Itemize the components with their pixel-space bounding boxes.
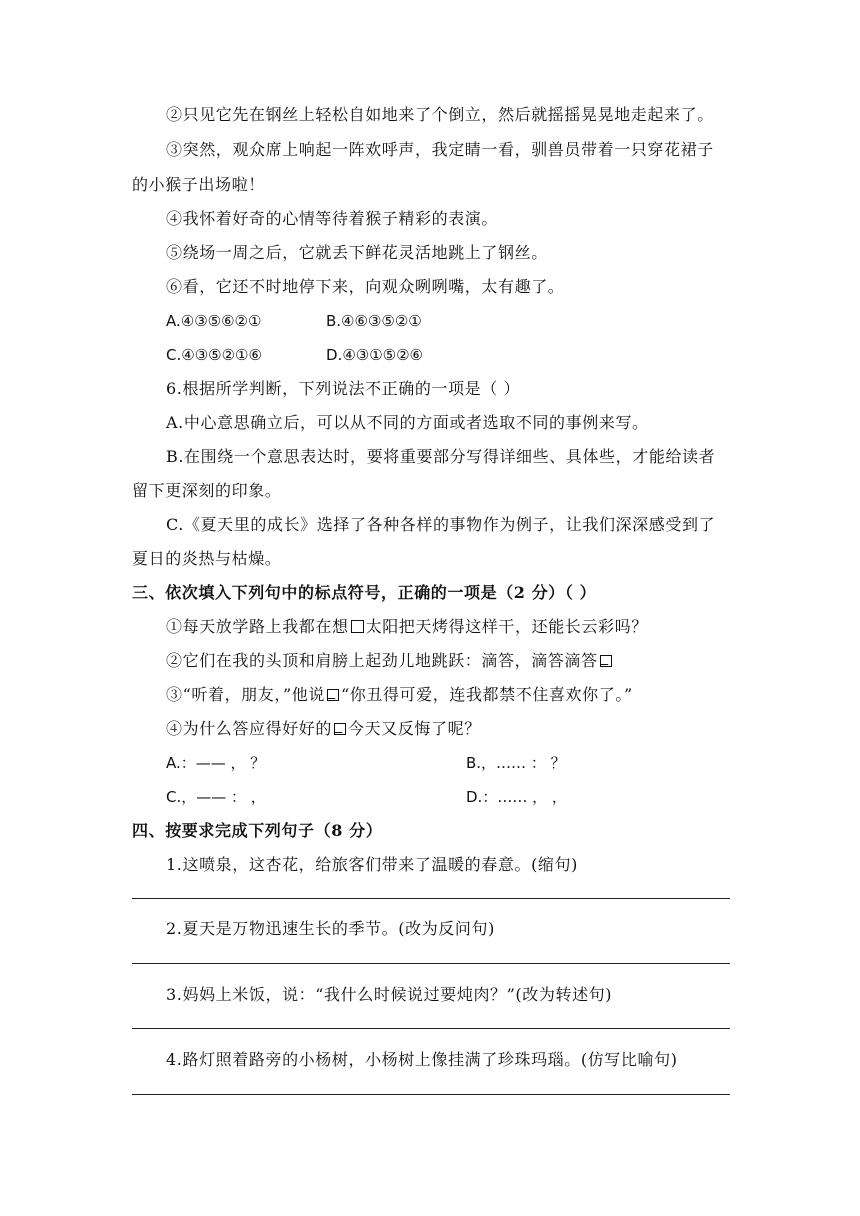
s4-question-4: 4.路灯照着路旁的小杨树，小杨树上像挂满了珍珠玛瑙。(仿写比喻句) [166,1050,678,1069]
s3-line-2-part-a: ②它们在我的头顶和肩膀上起劲儿地跳跃：滴答，滴答滴答 [166,651,598,670]
q6-stem: 6.根据所学判断，下列说法不正确的一项是（ ） [166,379,521,398]
s4-question-1: 1.这喷泉，这杏花，给旅客们带来了温暖的春意。(缩句) [166,855,578,874]
s3-line-3-part-a: ③“听着，朋友，”他说 [166,685,325,704]
q6-option-c-line-2: 夏日的炎热与枯燥。 [132,549,282,568]
s3-line-4-part-b: 今天又反悔了呢？ [348,719,481,738]
q6-option-c-line-1: C.《夏天里的成长》选择了各种各样的事物作为例子，让我们深深感受到了 [166,515,716,534]
sentence-4: ④我怀着好奇的心情等待着猴子精彩的表演。 [166,209,499,228]
q5-option-c: C.④③⑤②①⑥ [166,346,262,364]
answer-line-2[interactable] [132,963,730,964]
s3-line-3 [166,684,633,706]
sentence-6: ⑥看，它还不时地停下来，向观众咧咧嘴，太有趣了。 [166,277,565,296]
q6-option-b-line-2: 留下更深刻的印象。 [132,481,282,500]
sentence-3-line-1: ③突然，观众席上响起一阵欢呼声，我定睛一看，驯兽员带着一只穿花裙子 [166,140,714,159]
s3-line-1-part-b: 太阳把天烤得这样干，还能长云彩吗？ [365,617,648,636]
blank-box-icon [351,620,364,633]
sentence-5: ⑤绕场一周之后，它就丢下鲜花灵活地跳上了钢丝。 [166,243,548,262]
section-3-title: 三、依次填入下列句中的标点符号，正确的一项是（2 分）（ ） [132,583,597,602]
s3-line-4-part-a: ④为什么答应得好好的 [166,719,333,738]
sentence-2: ②只见它先在钢丝上轻松自如地来了个倒立，然后就摇摇晃晃地走起来了。 [166,105,714,124]
s3-line-1 [166,616,648,638]
s3-option-d: D.：…… ， ， [466,788,567,806]
s3-line-2 [166,650,614,672]
q6-option-b-line-1: B.在围绕一个意思表达时，要将重要部分写得详细些、具体些，才能给读者 [166,447,716,466]
answer-line-4[interactable] [132,1094,730,1095]
q5-option-a: A.④③⑤⑥②① [166,312,262,330]
s3-option-b: B.，…… ： ？ [466,754,566,772]
s3-option-a: A.：—— ， ？ [166,754,266,772]
s3-option-c: C.，—— ： ， [166,788,266,806]
q5-option-b: B.④⑥③⑤②① [326,312,422,330]
blank-checkbox-icon [334,723,346,735]
s4-question-2: 2.夏天是万物迅速生长的季节。(改为反问句) [166,919,495,938]
s3-line-4 [166,718,481,740]
blank-checkbox-icon [327,689,339,701]
s3-line-3-part-b: “你丑得可爱，连我都禁不住喜欢你了。” [340,685,633,704]
q6-option-a: A.中心意思确立后，可以从不同的方面或者选取不同的事例来写。 [166,413,649,432]
sentence-3-line-2: 的小猴子出场啦！ [132,175,265,194]
s3-line-1-part-a: ①每天放学路上我都在想 [166,617,349,636]
blank-checkbox-icon [600,655,612,667]
section-4-title: 四、按要求完成下列句子（8 分） [132,821,383,840]
q5-option-d: D.④③①⑤②⑥ [326,346,424,364]
s4-question-3: 3.妈妈上米饭，说：“我什么时候说过要炖肉？”(改为转述句) [166,985,613,1004]
answer-line-3[interactable] [132,1028,730,1029]
answer-line-1[interactable] [132,898,730,899]
